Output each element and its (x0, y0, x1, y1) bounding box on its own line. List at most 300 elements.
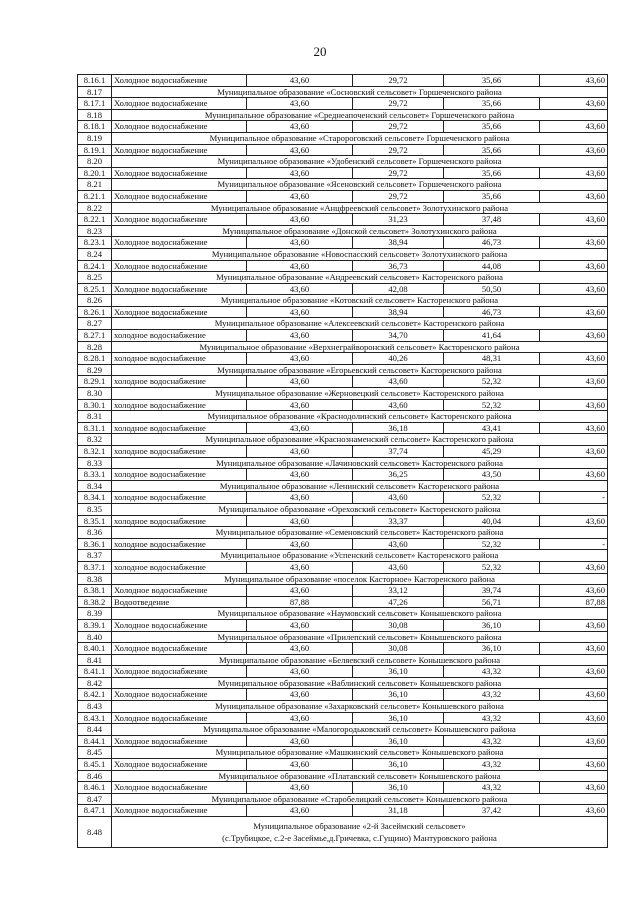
tariff-value: 38,94 (353, 306, 444, 318)
municipality-name-line: Муниципальное образование «Верхнеграйворонский сельсовет» Касторенского района (199, 341, 520, 352)
row-number: 8.45 (78, 747, 112, 759)
municipality-name (112, 631, 608, 643)
tariff-value: - (540, 492, 608, 504)
tariff-value: 43,60 (247, 619, 353, 631)
tariff-value: 43,60 (247, 353, 353, 365)
municipality-row (78, 272, 608, 284)
municipality-name (112, 202, 608, 214)
municipality-name (112, 527, 608, 539)
tariff-value: 43,60 (247, 735, 353, 747)
row-number: 8.48 (78, 817, 112, 848)
row-number: 8.37 (78, 550, 112, 562)
row-number: 8.25 (78, 272, 112, 284)
service-name: холодное водоснабжение (112, 376, 247, 388)
tariff-value: 43,60 (353, 492, 444, 504)
service-name: холодное водоснабжение (112, 515, 247, 527)
tariff-value: 43,60 (247, 759, 353, 771)
tariff-row (78, 666, 608, 678)
tariff-value: 43,60 (247, 399, 353, 411)
municipality-name-line: Муниципальное образование «Платавский сельсовет» Конышевского района (218, 770, 501, 781)
tariff-row (78, 446, 608, 458)
tariff-value: 38,94 (353, 237, 444, 249)
municipality-row (78, 527, 608, 539)
municipality-name (112, 156, 608, 168)
tariff-value: 43,60 (540, 399, 608, 411)
tariff-value: 43,60 (540, 75, 608, 87)
tariff-value: 35,66 (444, 75, 540, 87)
municipality-row (78, 724, 608, 736)
municipality-name-line: Муниципальное образование «Прилепский сельсовет» Конышевского района (217, 631, 502, 642)
municipality-row (78, 631, 608, 643)
row-number: 8.32 (78, 434, 112, 446)
municipality-name-line: Муниципальное образование «2-й Засеймский сельсовет» (253, 821, 466, 831)
tariff-value: 35,66 (444, 121, 540, 133)
row-number: 8.36 (78, 527, 112, 539)
row-number: 8.27.1 (78, 330, 112, 342)
municipality-name-line: (с.Трубицкое, с.2-е Засеймье,д.Гричевка, с.Гущино) Мантуровского района (222, 833, 497, 843)
row-number: 8.26 (78, 295, 112, 307)
tariff-value: 43,60 (247, 167, 353, 179)
service-name: Водоотведение (112, 596, 247, 608)
tariff-value: 43,60 (540, 805, 608, 817)
row-number: 8.19 (78, 132, 112, 144)
tariff-row (78, 190, 608, 202)
page-number: 20 (313, 44, 327, 59)
municipality-name-line: Муниципальное образование «Среднеапоченский сельсовет» Горшеченского района (204, 109, 515, 120)
tariff-value: 52,32 (444, 561, 540, 573)
tariff-value: 43,60 (540, 561, 608, 573)
tariff-value: 36,10 (353, 712, 444, 724)
tariff-row (78, 306, 608, 318)
row-number: 8.30.1 (78, 399, 112, 411)
row-number: 8.23 (78, 225, 112, 237)
row-number: 8.20 (78, 156, 112, 168)
municipality-row (78, 156, 608, 168)
tariff-value: 43,60 (540, 214, 608, 226)
tariff-value: 40,26 (353, 353, 444, 365)
row-number: 8.27 (78, 318, 112, 330)
municipality-name-line: Муниципальное образование «Краснознаменский сельсовет» Касторенского района (205, 434, 514, 445)
row-number: 8.33.1 (78, 469, 112, 481)
tariff-row (78, 144, 608, 156)
tariff-row (78, 283, 608, 295)
tariff-value: 43,60 (247, 306, 353, 318)
municipality-row (78, 573, 608, 585)
tariff-row (78, 469, 608, 481)
service-name: Холодное водоснабжение (112, 689, 247, 701)
row-number: 8.36.1 (78, 538, 112, 550)
tariff-value: 30,08 (353, 643, 444, 655)
tariff-value: 52,32 (444, 399, 540, 411)
service-name: Холодное водоснабжение (112, 121, 247, 133)
row-number: 8.43.1 (78, 712, 112, 724)
tariff-value: 43,60 (540, 446, 608, 458)
row-number: 8.18.1 (78, 121, 112, 133)
row-number: 8.30 (78, 388, 112, 400)
tariff-row (78, 619, 608, 631)
municipality-name-line: Муниципальное образование «Котовский сельсовет» Касторенского района (220, 295, 499, 306)
row-number: 8.24.1 (78, 260, 112, 272)
tariff-row (78, 75, 608, 87)
service-name: Холодное водоснабжение (112, 283, 247, 295)
municipality-name-line: Муниципальное образование «Ленинский сельсовет» Касторенского района (219, 480, 500, 491)
row-number: 8.41.1 (78, 666, 112, 678)
tariff-value: 36,10 (353, 759, 444, 771)
tariff-value: 43,60 (540, 144, 608, 156)
service-name: Холодное водоснабжение (112, 782, 247, 794)
tariff-value: 34,70 (353, 330, 444, 342)
tariff-value: 50,50 (444, 283, 540, 295)
service-name: Холодное водоснабжение (112, 167, 247, 179)
tariff-value: 43,60 (540, 237, 608, 249)
tariff-value: 29,72 (353, 98, 444, 110)
service-name: холодное водоснабжение (112, 422, 247, 434)
tariff-value: 43,32 (444, 735, 540, 747)
tariff-value: 39,74 (444, 585, 540, 597)
row-number: 8.33 (78, 457, 112, 469)
row-number: 8.34.1 (78, 492, 112, 504)
tariff-value: 43,60 (540, 121, 608, 133)
tariff-value: 43,60 (540, 759, 608, 771)
tariff-value: 36,10 (444, 643, 540, 655)
municipality-name (112, 411, 608, 423)
tariff-value: 43,60 (247, 75, 353, 87)
municipality-name (112, 503, 608, 515)
municipality-name (112, 457, 608, 469)
service-name: холодное водоснабжение (112, 399, 247, 411)
municipality-name (112, 86, 608, 98)
row-number: 8.21.1 (78, 190, 112, 202)
tariff-value: 43,32 (444, 759, 540, 771)
tariff-row (78, 515, 608, 527)
row-number: 8.42 (78, 677, 112, 689)
tariff-value: 36,18 (353, 422, 444, 434)
municipality-row (78, 411, 608, 423)
tariff-value: 43,60 (247, 666, 353, 678)
tariff-row (78, 121, 608, 133)
row-number: 8.39.1 (78, 619, 112, 631)
tariff-value: 29,72 (353, 75, 444, 87)
tariff-row (78, 735, 608, 747)
tariff-value: 43,60 (247, 98, 353, 110)
tariff-value: 43,60 (247, 643, 353, 655)
municipality-name (112, 388, 608, 400)
tariff-value: 43,60 (247, 689, 353, 701)
tariff-value: 43,60 (247, 538, 353, 550)
tariff-value: 36,25 (353, 469, 444, 481)
tariff-value: 43,60 (353, 538, 444, 550)
tariff-value: 35,66 (444, 190, 540, 202)
row-number: 8.23.1 (78, 237, 112, 249)
municipality-name (112, 225, 608, 237)
tariff-row (78, 538, 608, 550)
municipality-name (112, 550, 608, 562)
tariff-row (78, 805, 608, 817)
tariff-value: 43,60 (247, 422, 353, 434)
tariff-value: 47,26 (353, 596, 444, 608)
municipality-name-line: Муниципальное образование «Анцфреевский сельсовет» Золотухинского района (210, 202, 509, 213)
municipality-name (112, 793, 608, 805)
tariff-value: 29,72 (353, 144, 444, 156)
municipality-row (78, 701, 608, 713)
tariff-value: 52,32 (444, 538, 540, 550)
tariff-value: 43,60 (353, 399, 444, 411)
row-number: 8.22 (78, 202, 112, 214)
tariff-row (78, 585, 608, 597)
tariff-value: 36,73 (353, 260, 444, 272)
municipality-name (112, 295, 608, 307)
tariff-value: 43,60 (540, 167, 608, 179)
tariff-value: 43,60 (353, 561, 444, 573)
row-number: 8.28.1 (78, 353, 112, 365)
tariff-value: 52,32 (444, 376, 540, 388)
tariff-value: 43,41 (444, 422, 540, 434)
row-number: 8.31.1 (78, 422, 112, 434)
tariff-value: 43,60 (540, 190, 608, 202)
row-number: 8.16.1 (78, 75, 112, 87)
municipality-name (112, 132, 608, 144)
tariff-row (78, 237, 608, 249)
tariff-value: 43,60 (247, 376, 353, 388)
municipality-row (78, 318, 608, 330)
municipality-name-line: Муниципальное образование «Донской сельсовет» Золотухинского района (222, 225, 497, 236)
service-name: Холодное водоснабжение (112, 735, 247, 747)
tariff-row (78, 643, 608, 655)
municipality-name-line: Муниципальное образование «Семеновский сельсовет» Касторенского района (215, 527, 504, 538)
tariff-value: 43,60 (353, 376, 444, 388)
row-number: 8.18 (78, 109, 112, 121)
tariff-row (78, 596, 608, 608)
municipality-name-line: Муниципальное образование «Ваблинский сельсовет» Конышевского района (217, 677, 502, 688)
tariff-value: 43,60 (540, 689, 608, 701)
row-number: 8.37.1 (78, 561, 112, 573)
service-name: Холодное водоснабжение (112, 759, 247, 771)
municipality-name-line: Муниципальное образование «Успенский сельсовет» Касторенского района (220, 550, 499, 561)
municipality-row (78, 295, 608, 307)
municipality-row (78, 654, 608, 666)
tariff-value: 35,66 (444, 144, 540, 156)
municipality-name-line: Муниципальное образование «Беляевский сельсовет» Конышевского района (218, 654, 501, 665)
municipality-name-line: Муниципальное образование «Новоспасский сельсовет» Золотухинского района (211, 248, 508, 259)
municipality-row (78, 225, 608, 237)
tariff-value: 43,60 (247, 515, 353, 527)
row-number: 8.17 (78, 86, 112, 98)
tariff-value: 46,73 (444, 306, 540, 318)
tariff-value: 87,88 (540, 596, 608, 608)
municipality-name-line: Муниципальное образование «Сосновский сельсовет» Горшеченского района (217, 86, 502, 97)
municipality-name (112, 364, 608, 376)
municipality-name-line: Муниципальное образование «Старороговский сельсовет» Горшеченского района (209, 132, 510, 143)
municipality-name (112, 677, 608, 689)
municipality-name (112, 770, 608, 782)
tariff-value: 36,10 (353, 666, 444, 678)
row-number: 8.32.1 (78, 446, 112, 458)
tariff-value: 33,37 (353, 515, 444, 527)
row-number: 8.28 (78, 341, 112, 353)
tariff-value: 37,48 (444, 214, 540, 226)
municipality-name-line: Муниципальное образование «Малогородьковский сельсовет» Конышевского района (203, 724, 516, 735)
tariff-value: 43,32 (444, 689, 540, 701)
tariff-value: 31,18 (353, 805, 444, 817)
municipality-name-line: Муниципальное образование «Краснодолинский сельсовет» Касторенского района (207, 411, 512, 422)
row-number: 8.34 (78, 480, 112, 492)
service-name: Холодное водоснабжение (112, 712, 247, 724)
tariff-value: 40,04 (444, 515, 540, 527)
service-name: Холодное водоснабжение (112, 237, 247, 249)
municipality-name (112, 109, 608, 121)
row-number: 8.41 (78, 654, 112, 666)
row-number: 8.21 (78, 179, 112, 191)
service-name: холодное водоснабжение (112, 353, 247, 365)
row-number: 8.22.1 (78, 214, 112, 226)
row-number: 8.38.2 (78, 596, 112, 608)
row-number: 8.46.1 (78, 782, 112, 794)
tariff-value: 44,08 (444, 260, 540, 272)
tariff-value: 43,50 (444, 469, 540, 481)
municipality-name-line: Муниципальное образование «поселок Касторное» Касторенского района (224, 573, 495, 584)
tariff-value: 43,60 (247, 214, 353, 226)
tariff-value: 43,60 (540, 782, 608, 794)
municipality-row (78, 202, 608, 214)
tariff-value: 36,10 (444, 619, 540, 631)
tariff-value: 43,60 (247, 782, 353, 794)
row-number: 8.44.1 (78, 735, 112, 747)
row-number: 8.42.1 (78, 689, 112, 701)
tariff-value: 45,29 (444, 446, 540, 458)
municipality-name (112, 179, 608, 191)
municipality-name-line: Муниципальное образование «Ясеновский сельсовет» Горшеченского района (217, 179, 502, 190)
municipality-row (78, 608, 608, 620)
municipality-row (78, 388, 608, 400)
tariff-value: 43,60 (247, 492, 353, 504)
service-name: холодное водоснабжение (112, 561, 247, 573)
service-name: Холодное водоснабжение (112, 619, 247, 631)
tariff-table (77, 74, 608, 848)
service-name: холодное водоснабжение (112, 330, 247, 342)
tariff-value: 43,60 (540, 306, 608, 318)
municipality-name-line: Муниципальное образование «Ореховский сельсовет» Касторенского района (218, 503, 501, 514)
tariff-value: 36,10 (353, 735, 444, 747)
municipality-name (112, 817, 608, 848)
municipality-name-line: Муниципальное образование «Егорьевский сельсовет» Касторенского района (217, 364, 502, 375)
tariff-value: - (540, 538, 608, 550)
row-number: 8.35.1 (78, 515, 112, 527)
tariff-value: 43,60 (540, 515, 608, 527)
service-name: холодное водоснабжение (112, 469, 247, 481)
tariff-value: 43,60 (247, 561, 353, 573)
tariff-row (78, 422, 608, 434)
tariff-row (78, 759, 608, 771)
tariff-value: 43,60 (247, 805, 353, 817)
row-number: 8.40 (78, 631, 112, 643)
tariff-row (78, 712, 608, 724)
municipality-row (78, 770, 608, 782)
row-number: 8.35 (78, 503, 112, 515)
row-number: 8.45.1 (78, 759, 112, 771)
municipality-name (112, 341, 608, 353)
tariff-value: 43,32 (444, 712, 540, 724)
tariff-row (78, 98, 608, 110)
municipality-name (112, 701, 608, 713)
municipality-name-line: Муниципальное образование «Наумовский сельсовет» Конышевского района (217, 608, 502, 619)
tariff-value: 43,60 (540, 469, 608, 481)
municipality-row (78, 179, 608, 191)
tariff-value: 35,66 (444, 98, 540, 110)
tariff-value: 43,32 (444, 782, 540, 794)
tariff-row (78, 399, 608, 411)
municipality-name (112, 747, 608, 759)
municipality-name-line: Муниципальное образование «Алексеевский сельсовет» Касторенского района (214, 318, 505, 329)
tariff-value: 43,60 (247, 190, 353, 202)
municipality-row (78, 109, 608, 121)
tariff-row (78, 376, 608, 388)
tariff-value: 43,60 (247, 237, 353, 249)
row-number: 8.43 (78, 701, 112, 713)
tariff-value: 43,60 (247, 712, 353, 724)
row-number: 8.46 (78, 770, 112, 782)
service-name: Холодное водоснабжение (112, 260, 247, 272)
row-number: 8.29.1 (78, 376, 112, 388)
municipality-name-line: Муниципальное образование «Лачиновский сельсовет» Касторенского района (216, 457, 503, 468)
service-name: Холодное водоснабжение (112, 75, 247, 87)
tariff-table-body (78, 75, 608, 848)
service-name: Холодное водоснабжение (112, 666, 247, 678)
municipality-row (78, 550, 608, 562)
service-name: Холодное водоснабжение (112, 306, 247, 318)
municipality-row (78, 86, 608, 98)
row-number: 8.39 (78, 608, 112, 620)
tariff-value: 43,60 (247, 446, 353, 458)
tariff-row (78, 492, 608, 504)
row-number: 8.24 (78, 248, 112, 260)
municipality-row (78, 248, 608, 260)
service-name: Холодное водоснабжение (112, 585, 247, 597)
row-number: 8.47.1 (78, 805, 112, 817)
tariff-value: 43,60 (540, 260, 608, 272)
tariff-value: 43,60 (247, 469, 353, 481)
tariff-value: 42,08 (353, 283, 444, 295)
row-number: 8.38.1 (78, 585, 112, 597)
row-number: 8.40.1 (78, 643, 112, 655)
tariff-value: 43,60 (247, 260, 353, 272)
tariff-value: 36,10 (353, 782, 444, 794)
row-number: 8.26.1 (78, 306, 112, 318)
municipality-name (112, 248, 608, 260)
tariff-value: 43,60 (540, 98, 608, 110)
service-name: Холодное водоснабжение (112, 214, 247, 226)
municipality-name (112, 318, 608, 330)
tariff-row (78, 782, 608, 794)
municipality-row (78, 434, 608, 446)
tariff-value: 43,60 (247, 585, 353, 597)
tariff-row (78, 167, 608, 179)
tariff-value: 43,60 (540, 735, 608, 747)
tariff-value: 43,60 (540, 712, 608, 724)
municipality-row (78, 457, 608, 469)
tariff-value: 43,32 (444, 666, 540, 678)
tariff-value: 43,60 (540, 376, 608, 388)
tariff-value: 48,31 (444, 353, 540, 365)
row-number: 8.31 (78, 411, 112, 423)
service-name: Холодное водоснабжение (112, 190, 247, 202)
tariff-value: 33,12 (353, 585, 444, 597)
municipality-row (78, 341, 608, 353)
service-name: Холодное водоснабжение (112, 805, 247, 817)
row-number: 8.25.1 (78, 283, 112, 295)
tariff-row (78, 260, 608, 272)
municipality-name (112, 724, 608, 736)
tariff-value: 56,71 (444, 596, 540, 608)
